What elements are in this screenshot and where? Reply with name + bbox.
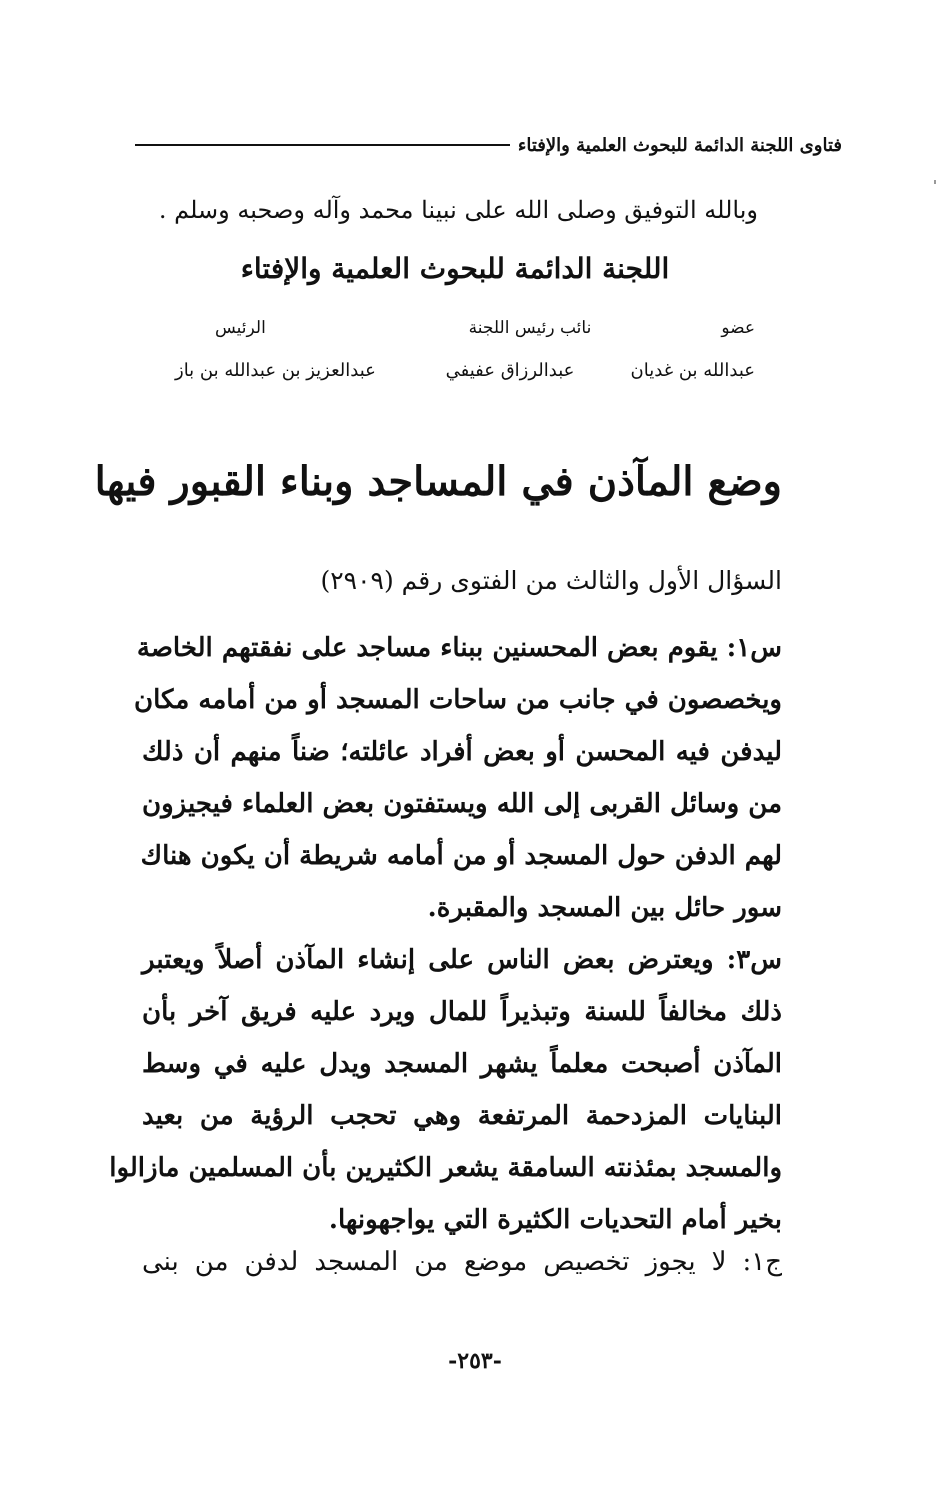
running-header bbox=[135, 128, 842, 162]
question-1-line: س١: يقوم بعض المحسنين ببناء مساجد على نفقتهم الخاصة bbox=[136, 633, 782, 663]
signature-names bbox=[175, 360, 755, 381]
signature-titles bbox=[175, 318, 755, 338]
signature-title-vice-chair: نائب رئيس اللجنة bbox=[468, 318, 592, 338]
question-3-line: س٣: ويعترض بعض الناس على إنشاء المآذن أصلاً ويعتبر bbox=[142, 945, 782, 975]
answer-1-line: ج١: لا يجوز تخصيص موضع من المسجد لدفن من بنى bbox=[142, 1247, 782, 1277]
signature-name-vice-chair: عبدالرزاق عفيفي bbox=[445, 360, 575, 381]
question-1-line: ليدفن فيه المحسن أو بعض أفراد عائلته؛ ضناً منهم أن ذلك bbox=[142, 737, 782, 767]
question-1-line: من وسائل القربى إلى الله ويستفتون بعض العلماء فيجيزون bbox=[142, 789, 782, 819]
fatwa-reference: السؤال الأول والثالث من الفتوى رقم (٢٩٠٩) bbox=[320, 566, 782, 595]
header-rule bbox=[135, 144, 510, 146]
question-3-line: البنايات المزدحمة المرتفعة وهي تحجب الرؤية من بعيد bbox=[142, 1101, 782, 1131]
question-3-line: المآذن أصبحت معلماً يشهر المسجد ويدل عليه في وسط bbox=[142, 1049, 782, 1079]
signature-name-chair: عبدالعزيز بن عبدالله بن باز bbox=[175, 360, 376, 381]
question-1-line: لهم الدفن حول المسجد أو من أمامه شريطة أن يكون هناك bbox=[140, 841, 782, 871]
page-number: -٢٥٣- bbox=[448, 1348, 502, 1374]
question-1-line: ويخصصون في جانب من ساحات المسجد أو من أمامه مكان bbox=[134, 685, 782, 715]
signature-title-chair: الرئيس bbox=[215, 318, 266, 338]
running-header-title: فتاوى اللجنة الدائمة للبحوث العلمية والإفتاء bbox=[517, 134, 842, 156]
closing-line: وبالله التوفيق وصلى الله على نبينا محمد وآله وصحبه وسلم . bbox=[158, 196, 758, 224]
section-title: وضع المآذن في المساجد وبناء القبور فيها bbox=[94, 458, 782, 505]
signature-name-member: عبدالله بن غديان bbox=[630, 360, 755, 381]
signature-title-member: عضو bbox=[721, 318, 755, 338]
committee-name: اللجنة الدائمة للبحوث العلمية والإفتاء bbox=[240, 252, 670, 285]
question-1-line: سور حائل بين المسجد والمقبرة. bbox=[427, 893, 782, 923]
question-3-line: ذلك مخالفاً للسنة وتبذيراً للمال ويرد عليه فريق آخر بأن bbox=[142, 997, 782, 1027]
questions-block bbox=[109, 622, 782, 1246]
scan-edge-mark bbox=[934, 180, 936, 184]
question-3-line: والمسجد بمئذنته السامقة يشعر الكثيرين بأن المسلمين مازالوا bbox=[109, 1153, 782, 1183]
question-3-line: بخير أمام التحديات الكثيرة التي يواجهونها. bbox=[328, 1205, 782, 1235]
